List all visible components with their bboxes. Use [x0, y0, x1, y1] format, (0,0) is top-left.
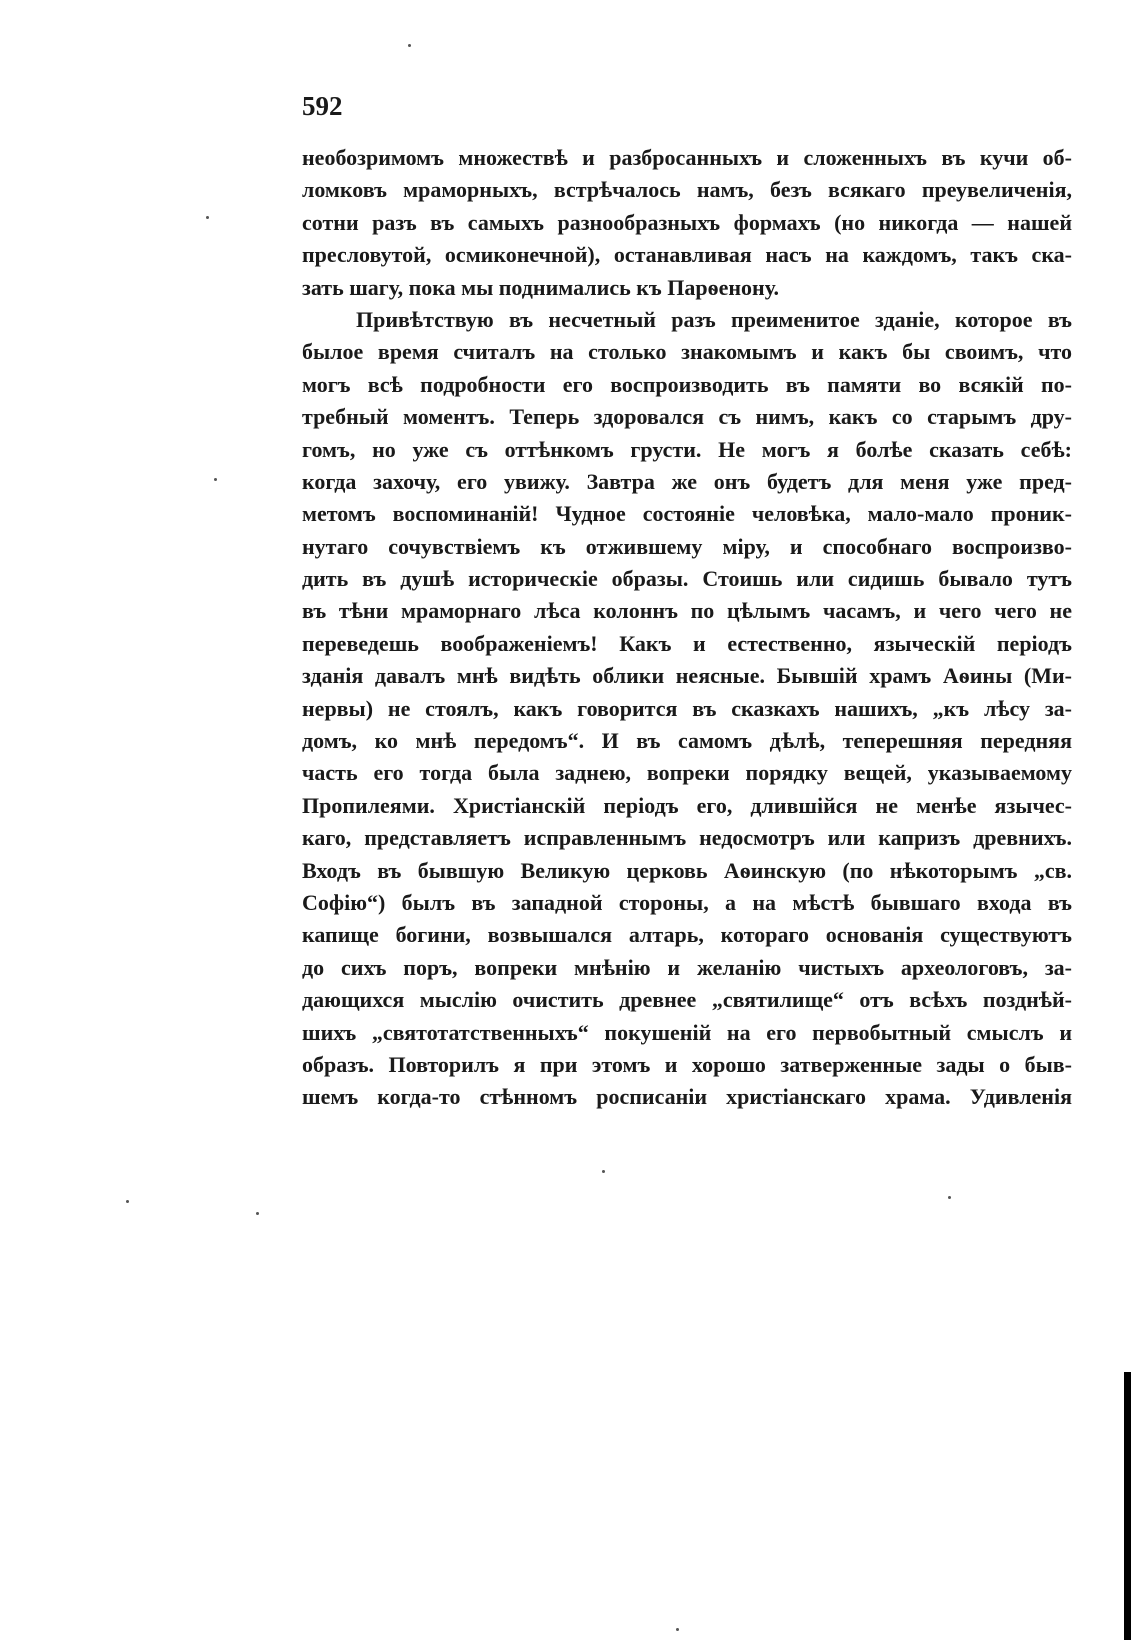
scan-speck: [126, 1200, 129, 1203]
scan-speck: [206, 216, 209, 219]
text-line: Пропилеями. Христіанскій періодъ его, длившійся не менѣе язычес-: [302, 792, 1072, 818]
text-line: могъ всѣ подробности его воспроизводить въ памяти во всякій по-: [302, 371, 1072, 397]
text-line: Привѣтствую въ несчетный разъ преименитое зданіе, которое въ: [356, 306, 1072, 332]
text-line: Входъ въ бывшую Великую церковь Аѳинскую (по нѣкоторымъ „св.: [302, 857, 1072, 883]
text-line: Софію“) былъ въ западной стороны, а на мѣстѣ бывшаго входа въ: [302, 889, 1072, 915]
text-line: метомъ воспоминаній! Чудное состояніе человѣка, мало-мало проник-: [302, 501, 1072, 527]
text-line: пресловутой, осмиконечной), останавливая насъ на каждомъ, такъ ска-: [302, 242, 1072, 268]
scan-speck: [214, 478, 217, 481]
text-line: переведешь воображеніемъ! Какъ и естественно, языческій періодъ: [302, 630, 1072, 656]
text-line: когда захочу, его увижу. Завтра же онъ будетъ для меня уже пред-: [302, 468, 1072, 494]
text-line: зать шагу, пока мы поднимались къ Парѳенону.: [302, 274, 779, 300]
scan-speck: [408, 44, 411, 47]
text-line: нервы) не стоялъ, какъ говорится въ сказкахъ нашихъ, „къ лѣсу за-: [302, 695, 1072, 721]
text-line: дающихся мыслію очистить древнее „святилище“ отъ всѣхъ позднѣй-: [302, 987, 1072, 1013]
text-line: нутаго сочувствіемъ къ отжившему міру, и способнаго воспроизво-: [302, 533, 1072, 559]
text-line: сотни разъ въ самыхъ разнообразныхъ формахъ (но никогда — нашей: [302, 209, 1072, 235]
scan-speck: [676, 1628, 679, 1631]
scan-edge-bar: [1124, 1372, 1131, 1640]
text-line: часть его тогда была заднею, вопреки порядку вещей, указываемому: [302, 760, 1072, 786]
scan-speck: [602, 1170, 605, 1173]
text-line: образъ. Повторилъ я при этомъ и хорошо затверженные зады о быв-: [302, 1051, 1072, 1077]
scan-speck: [256, 1212, 259, 1215]
text-line: требный моментъ. Теперь здоровался съ нимъ, какъ со старымъ дру-: [302, 404, 1072, 430]
text-line: былое время считалъ на столько знакомымъ и какъ бы своимъ, что: [302, 339, 1072, 365]
text-line: зданія давалъ мнѣ видѣть облики неясные. Бывшій храмъ Аѳины (Ми-: [302, 663, 1072, 689]
text-line: дить въ душѣ историческіе образы. Стоишь или сидишь бывало тутъ: [302, 566, 1072, 592]
text-line: шихъ „святотатственныхъ“ покушеній на его первобытный смыслъ и: [302, 1019, 1072, 1045]
text-line: до сихъ поръ, вопреки мнѣнію и желанію чистыхъ археологовъ, за-: [302, 954, 1072, 980]
text-line: капище богини, возвышался алтарь, котораго основанія существуютъ: [302, 922, 1072, 948]
text-line: каго, представляетъ исправленнымъ недосмотръ или капризъ древнихъ.: [302, 825, 1072, 851]
text-line: необозримомъ множествѣ и разбросанныхъ и сложенныхъ въ кучи об-: [302, 145, 1072, 170]
text-line: ломковъ мраморныхъ, встрѣчалось намъ, безъ всякаго преувеличенія,: [302, 177, 1072, 203]
text-line: домъ, ко мнѣ передомъ“. И въ самомъ дѣлѣ, теперешняя передняя: [302, 728, 1072, 754]
text-line: шемъ когда-то стѣнномъ росписаніи христіанскаго храма. Удивленія: [302, 1084, 1072, 1110]
text-line: гомъ, но уже съ оттѣнкомъ грусти. Не могъ я болѣе сказать себѣ:: [302, 436, 1072, 462]
body-text: [302, 142, 1072, 1114]
page-number: 592: [302, 91, 343, 121]
scan-speck: [948, 1196, 951, 1199]
text-line: въ тѣни мраморнаго лѣса колоннъ по цѣлымъ часамъ, и чего чего не: [302, 598, 1072, 624]
